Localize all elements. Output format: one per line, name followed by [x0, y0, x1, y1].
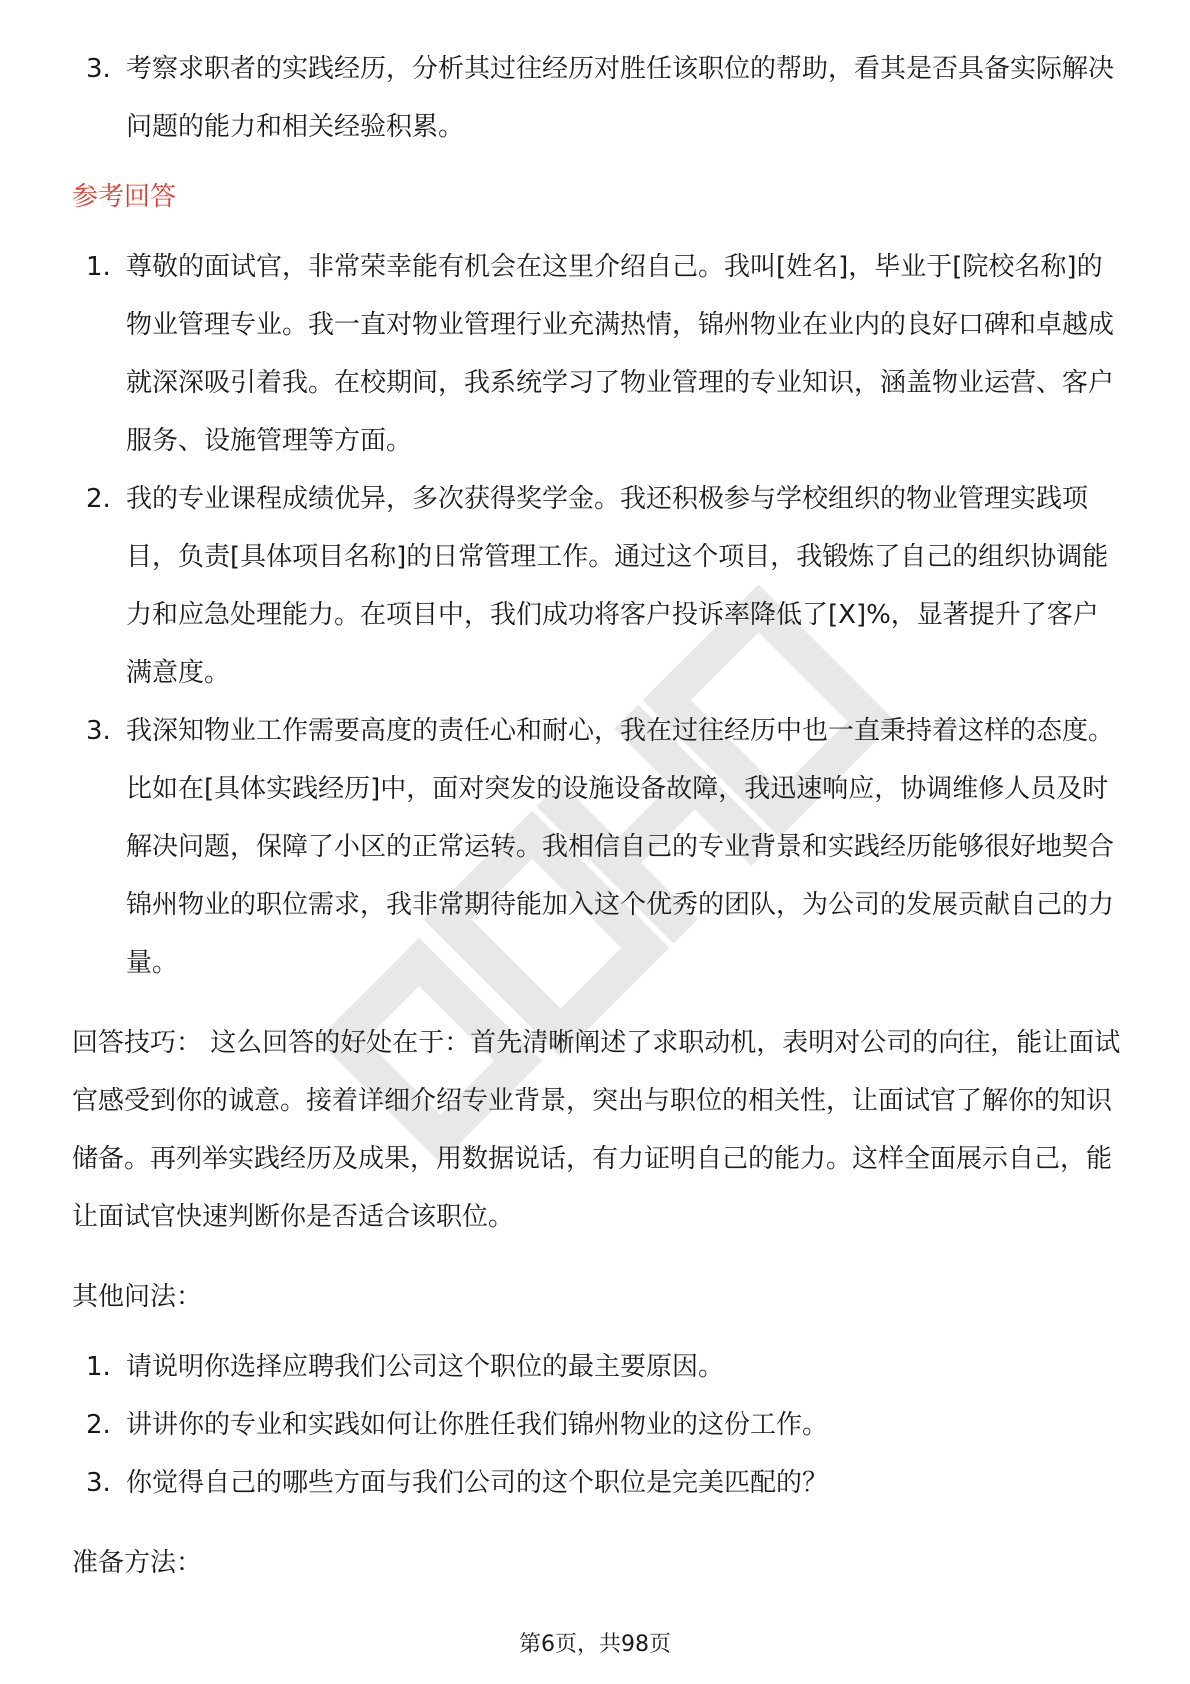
- content-area: [72, 40, 1122, 1604]
- intro-list: [72, 40, 1122, 156]
- list-text: 考察求职者的实践经历，分析其过往经历对胜任该职位的帮助，看其是否具备实际解决问题的能力和相关经验积累。: [126, 54, 1115, 142]
- list-number: 2.: [86, 484, 111, 514]
- other-questions-label: 其他问法：: [72, 1282, 203, 1312]
- list-text: 讲讲你的专业和实践如何让你胜任我们锦州物业的这份工作。: [126, 1410, 829, 1440]
- list-number: 3.: [86, 716, 111, 746]
- list-text: 你觉得自己的哪些方面与我们公司的这个职位是完美匹配的？: [126, 1468, 829, 1498]
- list-number: 2.: [86, 1410, 111, 1440]
- list-item: [72, 702, 1122, 992]
- list-number: 1.: [86, 252, 111, 282]
- other-questions-list: [72, 1338, 1122, 1512]
- list-item: [72, 1338, 1122, 1396]
- list-item: [72, 1396, 1122, 1454]
- list-item: [72, 1454, 1122, 1512]
- list-text: 我的专业课程成绩优异，多次获得奖学金。我还积极参与学校组织的物业管理实践项目，负责[具体项目名称]的日常管理工作。通过这个项目，我锻炼了自己的组织协调能力和应急处理能力。在项目中，我们成功将客户投诉率降低了[X]%，显著提升了客户满意度。: [126, 484, 1109, 688]
- list-text: 尊敬的面试官，非常荣幸能有机会在这里介绍自己。我叫[姓名]，毕业于[院校名称]的物业管理专业。我一直对物业管理行业充满热情，锦州物业在业内的良好口碑和卓越成就深深吸引着我。在校期间，我系统学习了物业管理的专业知识，涵盖物业运营、客户服务、设施管理等方面。: [126, 252, 1115, 456]
- list-item: [72, 470, 1122, 702]
- list-text: 请说明你选择应聘我们公司这个职位的最主要原因。: [126, 1352, 725, 1382]
- reference-answer-heading: 参考回答: [72, 182, 177, 212]
- preparation-label: 准备方法：: [72, 1548, 203, 1578]
- reference-answer-list: [72, 238, 1122, 992]
- page-number-footer: 第6页，共98页: [519, 1632, 671, 1657]
- list-item: [72, 40, 1122, 156]
- list-text: 我深知物业工作需要高度的责任心和耐心，我在过往经历中也一直秉持着这样的态度。比如在[具体实践经历]中，面对突发的设施设备故障，我迅速响应，协调维修人员及时解决问题，保障了小区的正常运转。我相信自己的专业背景和实践经历能够很好地契合锦州物业的职位需求，我非常期待能加入这个优秀的团队，为公司的发展贡献自己的力量。: [126, 716, 1115, 978]
- list-item: [72, 238, 1122, 470]
- list-number: 3.: [86, 54, 111, 84]
- list-number: 3.: [86, 1468, 111, 1498]
- answer-tips-paragraph: 回答技巧： 这么回答的好处在于：首先清晰阐述了求职动机，表明对公司的向往，能让面试官感受到你的诚意。接着详细介绍专业背景，突出与职位的相关性，让面试官了解你的知识储备。再列举实践经历及成果，用数据说话，有力证明自己的能力。这样全面展示自己，能让面试官快速判断你是否适合该职位。: [72, 1028, 1121, 1232]
- list-number: 1.: [86, 1352, 111, 1382]
